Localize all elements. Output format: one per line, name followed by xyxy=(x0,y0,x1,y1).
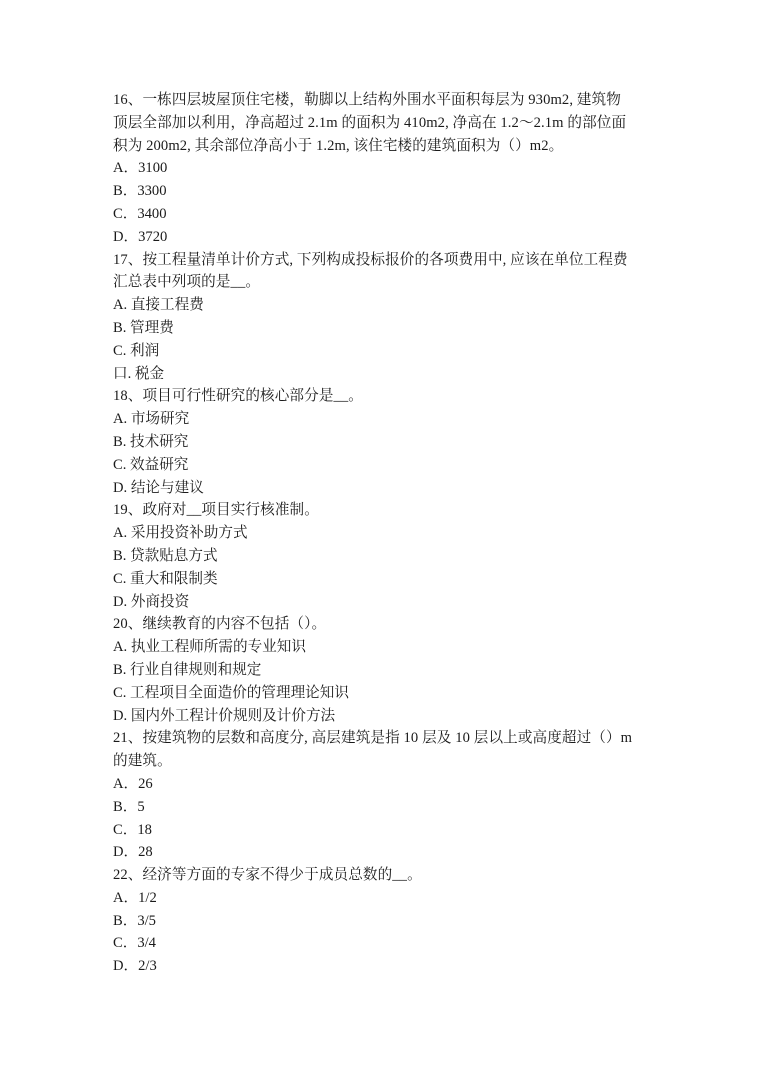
option-c: C．18 xyxy=(113,821,152,838)
question-text-line: 16、一栋四层坡屋顶住宅楼，勒脚以上结构外围水平面积每层为 930m2, 建筑物 xyxy=(113,92,621,108)
question-20 xyxy=(113,613,658,727)
option-d: D．2/3 xyxy=(113,958,157,975)
question-text-line: 19、政府对__项目实行核准制。 xyxy=(113,502,319,519)
option-a: A. 市场研究 xyxy=(113,411,190,428)
question-text-line: 22、经济等方面的专家不得少于成员总数的__。 xyxy=(113,867,422,884)
option-a: A. 直接工程费 xyxy=(113,297,204,314)
question-text-line: 顶层全部加以利用，净高超过 2.1m 的面积为 410m2, 净高在 1.2～2.1m 的部位面 xyxy=(113,114,627,131)
question-21 xyxy=(113,727,658,864)
question-text-line: 的建筑。 xyxy=(113,753,172,770)
question-16 xyxy=(113,89,658,249)
option-a: A．1/2 xyxy=(113,889,157,906)
question-17 xyxy=(113,249,658,386)
option-a: A. 采用投资补助方式 xyxy=(113,525,248,542)
option-c: C. 利润 xyxy=(113,342,160,359)
question-text-line: 17、按工程量清单计价方式, 下列构成投标报价的各项费用中, 应该在单位工程费 xyxy=(113,251,628,268)
option-d: D. 外商投资 xyxy=(113,593,190,610)
question-18 xyxy=(113,385,658,499)
option-b: B. 行业自律规则和规定 xyxy=(113,661,262,678)
option-d: 口. 税金 xyxy=(113,365,165,382)
option-c: C．3400 xyxy=(113,205,167,222)
document-page xyxy=(113,89,658,978)
option-c: C. 重大和限制类 xyxy=(113,570,218,587)
option-a: A．3100 xyxy=(113,160,168,177)
option-b: B. 贷款贴息方式 xyxy=(113,547,218,564)
option-a: A. 执业工程师所需的专业知识 xyxy=(113,639,306,656)
option-b: B．3300 xyxy=(113,183,167,200)
option-a: A．26 xyxy=(113,775,153,792)
option-d: D．28 xyxy=(113,844,153,861)
question-text-line: 20、继续教育的内容不包括（）。 xyxy=(113,616,327,633)
option-d: D. 结论与建议 xyxy=(113,479,204,496)
question-19 xyxy=(113,499,658,613)
question-text-line: 汇总表中列项的是__。 xyxy=(113,274,261,291)
question-text-line: 积为 200m2, 其余部位净高小于 1.2m, 该住宅楼的建筑面积为（）m2。 xyxy=(113,137,564,154)
option-c: C. 工程项目全面造价的管理理论知识 xyxy=(113,684,349,701)
option-d: D. 国内外工程计价规则及计价方法 xyxy=(113,707,336,724)
option-b: B. 技术研究 xyxy=(113,433,189,450)
question-text-line: 21、按建筑物的层数和高度分, 高层建筑是指 10 层及 10 层以上或高度超过（）m xyxy=(113,730,633,747)
option-b: B．5 xyxy=(113,798,145,815)
question-text-line: 18、项目可行性研究的核心部分是__。 xyxy=(113,388,363,405)
option-c: C. 效益研究 xyxy=(113,456,189,473)
option-c: C．3/4 xyxy=(113,935,156,952)
option-b: B. 管理费 xyxy=(113,319,174,336)
option-d: D．3720 xyxy=(113,228,168,245)
option-b: B．3/5 xyxy=(113,912,156,929)
question-22 xyxy=(113,864,658,978)
